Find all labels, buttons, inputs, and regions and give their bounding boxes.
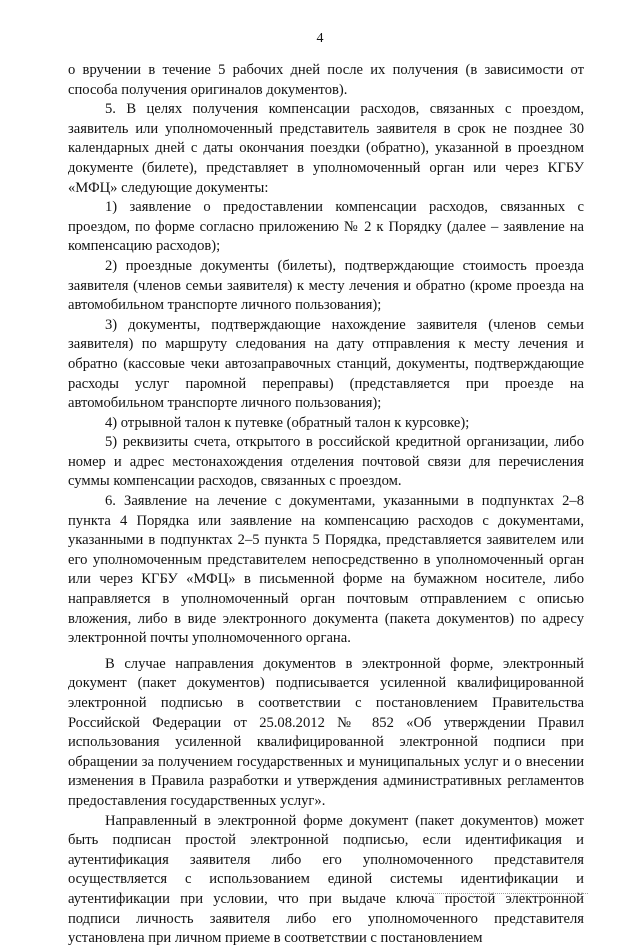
paragraph-subitem-2: 2) проездные документы (билеты), подтверждающие стоимость проезда заявителя (членов семьи заявителя) к месту лечения и обратно (кроме проезда на автомобильном транспорте личного пользования); [68,257,584,314]
document-body [68,61,584,949]
paragraph-subitem-3: 3) документы, подтверждающие нахождение заявителя (членов семьи заявителя) по маршруту следования на дату отправления к месту лечения и обратно (кассовые чеки автозаправочных станций, документы, подтверждающие расходы услуг паромной переправы) (представляется при проезде на автомобильном транспорте личного пользования); [68,316,584,412]
paragraph-simple-signature: Направленный в электронной форме документ (пакет документов) может быть подписан простой электронной подписью, если идентификация и аутентификация заявителя либо его уполномоченного представителя осуществляется с использованием единой системы идентификации и аутентификации при условии, что при выдаче ключа простой электронной подписи личность заявителя либо его уполномоченного представителя установлена при личном приеме в соответствии с постановлением [68,812,584,947]
paragraph-subitem-4: 4) отрывной талон к путевке (обратный талон к курсовке); [105,414,470,431]
paragraph-subitem-1: 1) заявление о предоставлении компенсации расходов, связанных с проездом, по форме согласно приложению № 2 к Порядку (далее – заявление на компенсацию расходов); [68,199,584,255]
scan-artifact-line [428,893,588,894]
paragraph-electronic-form: В случае направления документов в электронной форме, электронный документ (пакет документов) подписывается усиленной квалифицированной электронной подписью в соответствии с постановлением Правительства Российской Федерации от 25.08.2012 № 852 «Об утверждении Правил использования усиленной квалифицированной электронной подписи при обращении за получением государственных и муниципальных услуг и о внесении изменения в Правила разработки и утверждения административных регламентов предоставления государственных услуг». [68,655,584,809]
paragraph-item-6: 6. Заявление на лечение с документами, указанными в подпунктах 2–8 пункта 4 Порядка или заявление на компенсацию расходов с документами, указанными в подпунктах 2–5 пункта 5 Порядка, представляется заявителем или его уполномоченным представителем непосредственно в уполномоченный орган или через КГБУ «МФЦ» в письменной форме на бумажном носителе, либо направляется в уполномоченный орган почтовым отправлением с описью вложения, либо в виде электронного документа (пакета документов) по адресу электронной почты уполномоченного органа. [68,493,584,647]
paragraph-continuation: о вручении в течение 5 рабочих дней после их получения (в зависимости от способа получения оригиналов документов). [68,62,584,98]
paragraph-subitem-5: 5) реквизиты счета, открытого в российской кредитной организации, либо номер и адрес местонахождения отделения почтовой связи для перечисления суммы компенсации расходов, связанных с проездом. [68,434,584,490]
paragraph-item-5: 5. В целях получения компенсации расходов, связанных с проездом, заявитель или уполномоченный представитель заявителя в срок не позднее 30 календарных дней с даты окончания поездки (обратно), указанной в проездном документе (билете), представляет в уполномоченный орган или через КГБУ «МФЦ» следующие документы: [68,101,584,196]
page-number: 4 [316,31,324,46]
